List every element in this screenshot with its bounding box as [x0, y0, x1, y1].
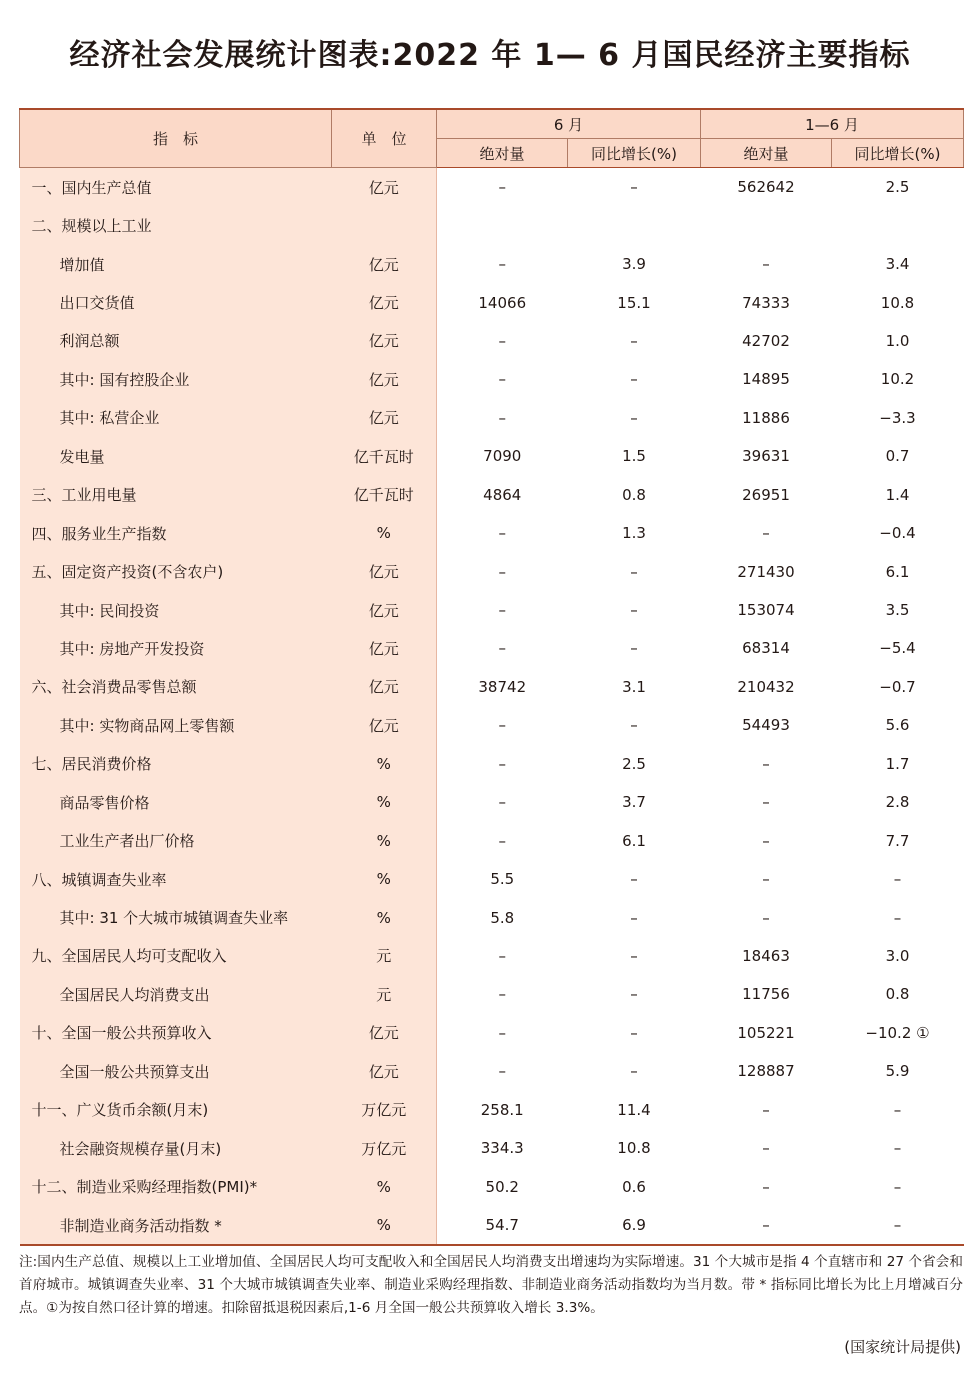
table-row	[20, 1052, 964, 1090]
h1-yoy-cell: 5.6	[885, 716, 910, 735]
h1-abs-cell: 54493	[742, 716, 790, 735]
june-yoy-cell: –	[630, 908, 638, 927]
june-abs-cell: –	[498, 985, 506, 1004]
h1-abs-cell: –	[762, 524, 770, 543]
table-row	[20, 975, 964, 1013]
header-june: 6 月	[437, 109, 701, 139]
indicator-name: 利润总额	[20, 322, 332, 360]
h1-yoy-cell: 1.7	[885, 754, 910, 773]
h1-yoy-cell	[832, 206, 964, 244]
june-abs-cell: 38742	[478, 677, 527, 696]
h1-abs-cell: 74333	[742, 293, 790, 312]
june-abs-cell: –	[498, 1023, 506, 1042]
june-abs-cell: –	[498, 831, 506, 850]
june-abs-cell: –	[498, 793, 506, 812]
june-yoy-cell: 3.1	[622, 677, 646, 696]
table-body	[20, 168, 964, 1246]
table-row	[20, 476, 964, 514]
table-row	[20, 937, 964, 975]
unit-cell: 元	[332, 937, 437, 975]
unit-cell: 万亿元	[332, 1091, 437, 1129]
indicator-table	[19, 108, 964, 1246]
indicator-name: 商品零售价格	[20, 783, 332, 821]
table-row	[20, 898, 964, 936]
table-row	[20, 1129, 964, 1167]
june-yoy-cell: 1.5	[622, 447, 646, 466]
footnote: 注:国内生产总值、规模以上工业增加值、全国居民人均可支配收入和全国居民人均消费支出增速均为实际增速。31 个大城市是指 4 个直辖市和 27 个省会和首府城市。城镇调查失业率、31 个大城市城镇调查失业率、制造业采购经理指数、非制造业商务活动指数均为当月数。带 * 指标同比增长为比上月增减百分点。①为按自然口径计算的增速。扣除留抵退税因素后,1-6 月全国一般公共预算收入增长 3.3%。	[19, 1254, 963, 1316]
header-june-abs: 绝对量	[437, 139, 568, 168]
june-yoy-cell: 1.3	[622, 524, 646, 543]
indicator-table-wrap	[19, 108, 963, 1246]
june-yoy-cell: –	[630, 562, 638, 581]
h1-yoy-cell: –	[893, 1139, 902, 1158]
table-row	[20, 322, 964, 360]
h1-abs-cell: –	[762, 831, 770, 850]
june-yoy-cell: 3.7	[622, 793, 646, 812]
indicator-name: 八、城镇调查失业率	[20, 860, 332, 898]
h1-abs-cell: 18463	[742, 946, 790, 965]
h1-yoy-cell: 0.8	[885, 985, 910, 1004]
june-yoy-cell: –	[630, 601, 638, 620]
source-credit: (国家统计局提供)	[844, 1338, 961, 1356]
h1-yoy-cell: −5.4	[879, 639, 916, 658]
header-h1-abs: 绝对量	[701, 139, 832, 168]
indicator-name: 七、居民消费价格	[20, 745, 332, 783]
h1-yoy-cell: 0.7	[885, 447, 910, 466]
june-abs-cell: 7090	[483, 447, 522, 466]
table-row	[20, 629, 964, 667]
header-june-yoy: 同比增长(%)	[568, 139, 701, 168]
table-row	[20, 1014, 964, 1052]
indicator-name: 其中: 国有控股企业	[20, 360, 332, 398]
h1-yoy-cell: 1.0	[885, 331, 910, 350]
june-yoy-cell: 2.5	[622, 754, 646, 773]
h1-abs-cell: –	[762, 1139, 770, 1158]
h1-abs-cell: 26951	[742, 485, 790, 504]
june-abs-cell: 4864	[483, 485, 522, 504]
header-h1: 1—6 月	[701, 109, 964, 139]
table-row	[20, 745, 964, 783]
unit-cell: 亿元	[332, 1014, 437, 1052]
unit-cell: 亿元	[332, 399, 437, 437]
june-abs-cell: –	[498, 370, 506, 389]
indicator-name: 十二、制造业采购经理指数(PMI)*	[20, 1167, 332, 1205]
h1-yoy-cell: –	[893, 908, 902, 927]
june-yoy-cell: 6.9	[568, 1206, 701, 1245]
unit-cell: 亿千瓦时	[332, 437, 437, 475]
table-row	[20, 591, 964, 629]
table-row	[20, 514, 964, 552]
h1-yoy-cell: –	[893, 1100, 902, 1119]
h1-yoy-cell: –	[893, 1177, 902, 1196]
h1-yoy-cell: −0.7	[879, 677, 916, 696]
june-abs-cell: 5.8	[490, 908, 515, 927]
table-row	[20, 206, 964, 244]
unit-cell: 亿元	[332, 283, 437, 321]
indicator-name: 九、全国居民人均可支配收入	[20, 937, 332, 975]
h1-yoy-cell: –	[893, 870, 902, 889]
june-yoy-cell: –	[630, 408, 638, 427]
h1-abs-cell: 271430	[737, 562, 795, 581]
june-abs-cell	[437, 206, 568, 244]
indicator-name: 其中: 房地产开发投资	[20, 629, 332, 667]
indicator-name: 五、固定资产投资(不含农户)	[20, 552, 332, 590]
unit-cell: 亿元	[332, 629, 437, 667]
unit-cell: 亿元	[332, 591, 437, 629]
h1-abs-cell: 562642	[737, 178, 795, 197]
indicator-name: 十、全国一般公共预算收入	[20, 1014, 332, 1052]
indicator-name: 全国一般公共预算支出	[20, 1052, 332, 1090]
june-abs-cell: –	[498, 639, 506, 658]
h1-abs-cell: 128887	[737, 1062, 795, 1081]
table-row	[20, 245, 964, 283]
h1-abs-cell: 68314	[742, 639, 790, 658]
h1-yoy-cell: 1.4	[885, 485, 910, 504]
june-abs-cell: –	[498, 562, 506, 581]
june-abs-cell: –	[498, 754, 506, 773]
june-yoy-cell: –	[630, 946, 638, 965]
indicator-name: 其中: 私营企业	[20, 399, 332, 437]
h1-abs-cell: 11756	[742, 985, 790, 1004]
june-yoy-cell	[568, 206, 701, 244]
header-unit: 单 位	[332, 109, 437, 168]
indicator-name: 出口交货值	[20, 283, 332, 321]
h1-abs-cell: –	[762, 754, 770, 773]
table-row	[20, 706, 964, 744]
june-yoy-cell: 11.4	[617, 1100, 651, 1119]
june-abs-cell: –	[498, 255, 506, 274]
h1-yoy-cell: 6.1	[885, 562, 910, 581]
indicator-name: 六、社会消费品零售总额	[20, 668, 332, 706]
table-row	[20, 821, 964, 859]
june-abs-cell: 5.5	[490, 870, 515, 889]
indicator-name: 三、工业用电量	[20, 476, 332, 514]
june-yoy-cell: –	[630, 370, 638, 389]
h1-abs-cell: –	[762, 793, 770, 812]
indicator-name: 一、国内生产总值	[20, 168, 332, 207]
unit-cell: 亿元	[332, 322, 437, 360]
h1-yoy-cell: 2.5	[885, 178, 910, 197]
june-abs-cell: 54.7	[437, 1206, 568, 1245]
indicator-name: 发电量	[20, 437, 332, 475]
h1-abs-cell: –	[762, 255, 770, 274]
unit-cell: %	[332, 1167, 437, 1205]
indicator-name: 全国居民人均消费支出	[20, 975, 332, 1013]
table-row	[20, 1091, 964, 1129]
table-row	[20, 437, 964, 475]
unit-cell: %	[332, 860, 437, 898]
page-title: 经济社会发展统计图表:2022 年 1— 6 月国民经济主要指标	[69, 38, 911, 73]
h1-yoy-cell: −0.4	[879, 524, 916, 543]
june-abs-cell: –	[498, 331, 506, 350]
h1-yoy-cell: –	[832, 1206, 964, 1245]
indicator-name: 二、规模以上工业	[20, 206, 332, 244]
unit-cell: %	[332, 1206, 437, 1245]
h1-abs-cell: 14895	[742, 370, 790, 389]
header-h1-yoy: 同比增长(%)	[832, 139, 964, 168]
unit-cell: 万亿元	[332, 1129, 437, 1167]
june-yoy-cell: –	[630, 178, 638, 197]
indicator-name: 其中: 实物商品网上零售额	[20, 706, 332, 744]
h1-yoy-cell: −3.3	[879, 408, 916, 427]
unit-cell: %	[332, 514, 437, 552]
indicator-name: 其中: 31 个大城市城镇调查失业率	[20, 898, 332, 936]
unit-cell: %	[332, 745, 437, 783]
table-header	[20, 109, 964, 168]
h1-abs-cell: 42702	[742, 331, 790, 350]
unit-cell: 亿元	[332, 1052, 437, 1090]
june-yoy-cell: –	[630, 1023, 638, 1042]
indicator-name: 工业生产者出厂价格	[20, 821, 332, 859]
header-indicator: 指 标	[20, 109, 332, 168]
unit-cell	[332, 206, 437, 244]
june-yoy-cell: 0.6	[622, 1177, 646, 1196]
h1-abs-cell: –	[762, 908, 770, 927]
june-abs-cell: 50.2	[485, 1177, 519, 1196]
unit-cell: 亿元	[332, 706, 437, 744]
unit-cell: 亿元	[332, 668, 437, 706]
unit-cell: %	[332, 783, 437, 821]
h1-abs-cell: –	[762, 1100, 770, 1119]
indicator-name: 社会融资规模存量(月末)	[20, 1129, 332, 1167]
indicator-name: 四、服务业生产指数	[20, 514, 332, 552]
june-abs-cell: –	[498, 1062, 506, 1081]
indicator-name: 增加值	[20, 245, 332, 283]
unit-cell: 亿元	[332, 552, 437, 590]
table-row	[20, 360, 964, 398]
h1-yoy-cell: 2.8	[885, 793, 910, 812]
h1-yoy-cell: 10.8	[880, 293, 915, 312]
june-yoy-cell: 10.8	[617, 1139, 651, 1158]
table-row	[20, 668, 964, 706]
h1-abs-cell: 210432	[737, 677, 795, 696]
june-yoy-cell: –	[630, 331, 638, 350]
h1-abs-cell: 39631	[742, 447, 790, 466]
h1-abs-cell: –	[762, 870, 770, 889]
h1-yoy-cell: −10.2 ①	[865, 1023, 930, 1042]
june-abs-cell: 334.3	[480, 1139, 524, 1158]
june-yoy-cell: –	[630, 870, 638, 889]
h1-abs-cell: 153074	[737, 601, 795, 620]
h1-yoy-cell: 3.4	[885, 255, 910, 274]
table-row	[20, 783, 964, 821]
h1-yoy-cell: 10.2	[880, 370, 915, 389]
june-abs-cell: –	[498, 716, 506, 735]
table-row	[20, 860, 964, 898]
indicator-name: 十一、广义货币余额(月末)	[20, 1091, 332, 1129]
june-abs-cell: –	[498, 408, 506, 427]
h1-abs-cell	[701, 206, 832, 244]
june-yoy-cell: –	[630, 716, 638, 735]
june-abs-cell: 14066	[478, 293, 527, 312]
june-abs-cell: –	[498, 946, 506, 965]
june-yoy-cell: 3.9	[622, 255, 646, 274]
unit-cell: 亿元	[332, 245, 437, 283]
table-row	[20, 283, 964, 321]
unit-cell: %	[332, 898, 437, 936]
june-abs-cell: –	[498, 524, 506, 543]
h1-yoy-cell: 3.5	[885, 601, 910, 620]
h1-yoy-cell: 7.7	[885, 831, 910, 850]
table-row	[20, 552, 964, 590]
h1-yoy-cell: 3.0	[885, 946, 910, 965]
unit-cell: %	[332, 821, 437, 859]
indicator-name: 非制造业商务活动指数 *	[20, 1206, 332, 1245]
june-yoy-cell: –	[630, 985, 638, 1004]
h1-abs-cell: –	[762, 1177, 770, 1196]
table-row	[20, 1167, 964, 1205]
unit-cell: 亿元	[332, 360, 437, 398]
unit-cell: 亿元	[332, 168, 437, 207]
june-abs-cell: –	[498, 601, 506, 620]
june-yoy-cell: 6.1	[622, 831, 646, 850]
h1-abs-cell: –	[701, 1206, 832, 1245]
h1-abs-cell: 11886	[742, 408, 790, 427]
unit-cell: 亿千瓦时	[332, 476, 437, 514]
june-abs-cell: –	[498, 178, 506, 197]
june-abs-cell: 258.1	[480, 1100, 524, 1119]
table-row	[20, 1206, 964, 1245]
june-yoy-cell: –	[630, 639, 638, 658]
h1-abs-cell: 105221	[737, 1023, 795, 1042]
june-yoy-cell: –	[630, 1062, 638, 1081]
june-yoy-cell: 15.1	[617, 293, 651, 312]
indicator-name: 其中: 民间投资	[20, 591, 332, 629]
table-row	[20, 399, 964, 437]
unit-cell: 元	[332, 975, 437, 1013]
table-row	[20, 168, 964, 207]
june-yoy-cell: 0.8	[622, 485, 646, 504]
h1-yoy-cell: 5.9	[885, 1062, 910, 1081]
